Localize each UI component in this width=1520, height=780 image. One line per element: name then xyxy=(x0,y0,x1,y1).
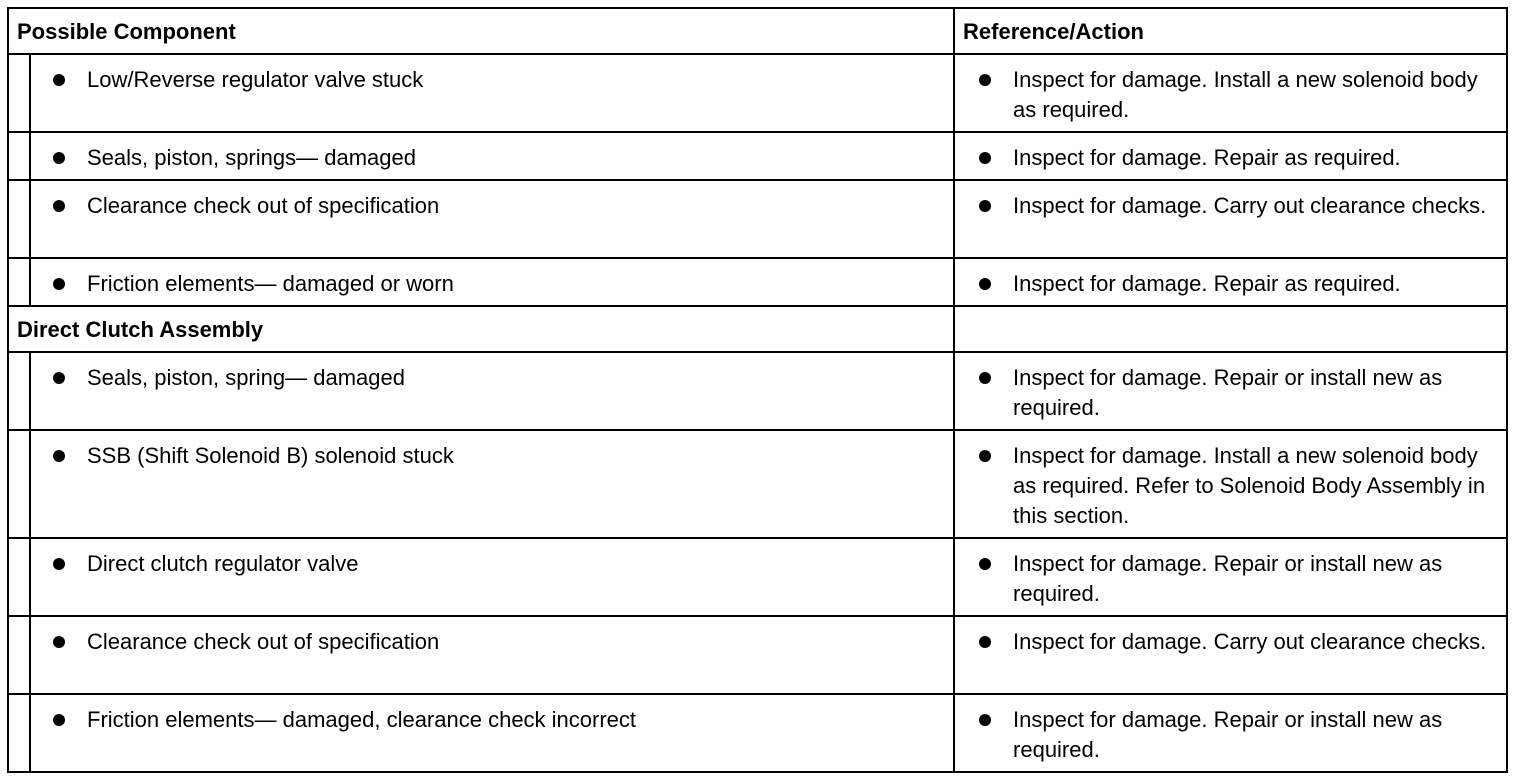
component-text: SSB (Shift Solenoid B) solenoid stuck xyxy=(87,443,454,468)
component-text: Seals, piston, spring— damaged xyxy=(87,365,405,390)
reference-text: Inspect for damage. Repair as required. xyxy=(1013,145,1401,170)
indent-cell xyxy=(8,54,30,132)
indent-cell xyxy=(8,694,30,772)
reference-cell xyxy=(954,352,1507,430)
section-reference xyxy=(954,306,1507,352)
component-text: Low/Reverse regulator valve stuck xyxy=(87,67,424,92)
reference-text: Inspect for damage. Carry out clearance checks. xyxy=(1013,193,1487,218)
reference-text: Inspect for damage. Repair or install new as required. xyxy=(1013,551,1443,606)
table-row xyxy=(8,538,1507,616)
bullet-icon xyxy=(979,450,991,462)
component-cell xyxy=(30,616,954,694)
reference-action-header: Reference/Action xyxy=(954,8,1507,54)
diagnostic-table-container xyxy=(7,7,1506,773)
bullet-icon xyxy=(53,714,65,726)
component-cell xyxy=(30,538,954,616)
table-row xyxy=(8,132,1507,180)
bullet-icon xyxy=(979,152,991,164)
component-cell xyxy=(30,694,954,772)
reference-cell xyxy=(954,258,1507,306)
bullet-icon xyxy=(979,372,991,384)
component-cell xyxy=(30,54,954,132)
component-cell xyxy=(30,258,954,306)
reference-cell xyxy=(954,54,1507,132)
bullet-icon xyxy=(53,74,65,86)
reference-text: Inspect for damage. Carry out clearance checks. xyxy=(1013,629,1487,654)
indent-cell xyxy=(8,258,30,306)
header-row xyxy=(8,8,1507,54)
indent-cell xyxy=(8,132,30,180)
reference-cell xyxy=(954,430,1507,538)
bullet-icon xyxy=(53,558,65,570)
reference-text: Inspect for damage. Install a new solenoid body as required. xyxy=(1013,67,1478,122)
bullet-icon xyxy=(53,278,65,290)
table-row xyxy=(8,616,1507,694)
component-text: Friction elements— damaged, clearance check incorrect xyxy=(87,707,637,732)
reference-cell xyxy=(954,132,1507,180)
bullet-icon xyxy=(53,636,65,648)
section-row xyxy=(8,306,1507,352)
table-row xyxy=(8,352,1507,430)
component-cell xyxy=(30,352,954,430)
table-row xyxy=(8,694,1507,772)
reference-text: Inspect for damage. Repair as required. xyxy=(1013,271,1401,296)
component-cell xyxy=(30,132,954,180)
bullet-icon xyxy=(53,200,65,212)
bullet-icon xyxy=(53,372,65,384)
indent-cell xyxy=(8,430,30,538)
table-row xyxy=(8,258,1507,306)
bullet-icon xyxy=(53,450,65,462)
component-text: Seals, piston, springs— damaged xyxy=(87,145,416,170)
bullet-icon xyxy=(979,74,991,86)
bullet-icon xyxy=(979,636,991,648)
bullet-icon xyxy=(979,200,991,212)
indent-cell xyxy=(8,538,30,616)
bullet-icon xyxy=(53,152,65,164)
bullet-icon xyxy=(979,714,991,726)
section-title: Direct Clutch Assembly xyxy=(8,306,954,352)
indent-cell xyxy=(8,352,30,430)
table-row xyxy=(8,430,1507,538)
reference-cell xyxy=(954,180,1507,258)
reference-text: Inspect for damage. Install a new solenoid body as required. Refer to Solenoid Body Assembly in this section. xyxy=(1013,443,1486,528)
table-row xyxy=(8,180,1507,258)
component-text: Direct clutch regulator valve xyxy=(87,551,359,576)
component-text: Clearance check out of specification xyxy=(87,193,440,218)
reference-cell xyxy=(954,538,1507,616)
reference-text: Inspect for damage. Repair or install new as required. xyxy=(1013,707,1443,762)
indent-cell xyxy=(8,180,30,258)
possible-component-header: Possible Component xyxy=(8,8,954,54)
component-cell xyxy=(30,430,954,538)
diagnostic-table xyxy=(7,7,1508,773)
bullet-icon xyxy=(979,558,991,570)
reference-text: Inspect for damage. Repair or install new as required. xyxy=(1013,365,1443,420)
indent-cell xyxy=(8,616,30,694)
component-text: Clearance check out of specification xyxy=(87,629,440,654)
component-cell xyxy=(30,180,954,258)
table-row xyxy=(8,54,1507,132)
bullet-icon xyxy=(979,278,991,290)
reference-cell xyxy=(954,616,1507,694)
reference-cell xyxy=(954,694,1507,772)
component-text: Friction elements— damaged or worn xyxy=(87,271,454,296)
